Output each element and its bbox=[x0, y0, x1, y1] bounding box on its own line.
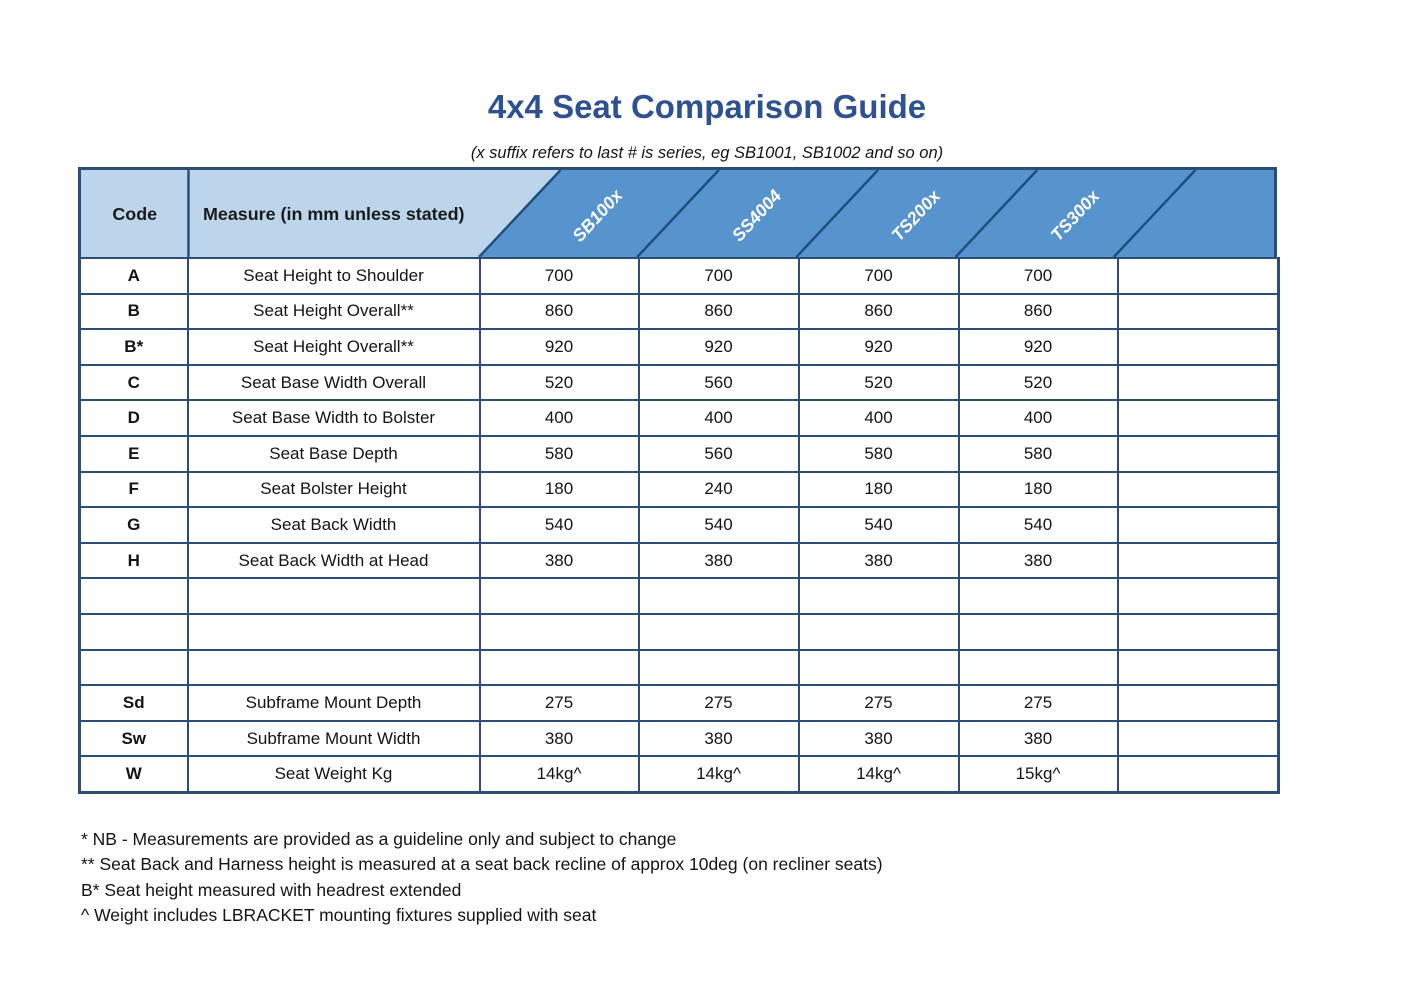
product-column-header: TS300x bbox=[1046, 186, 1104, 245]
value-cell: 540 bbox=[480, 507, 639, 543]
value-cell bbox=[1118, 650, 1279, 686]
value-cell bbox=[1118, 436, 1279, 472]
value-cell bbox=[1118, 543, 1279, 579]
value-cell: 580 bbox=[799, 436, 959, 472]
value-cell: 380 bbox=[639, 543, 799, 579]
value-cell: 275 bbox=[639, 685, 799, 721]
footnote: B* Seat height measured with headrest extended bbox=[81, 879, 462, 900]
value-cell bbox=[1118, 329, 1279, 365]
table-row bbox=[80, 721, 1279, 757]
code-cell: G bbox=[80, 507, 188, 543]
value-cell bbox=[639, 650, 799, 686]
table-row bbox=[80, 543, 1279, 579]
value-cell bbox=[1118, 578, 1279, 614]
value-cell bbox=[959, 578, 1118, 614]
value-cell: 240 bbox=[639, 472, 799, 508]
value-cell: 380 bbox=[480, 543, 639, 579]
code-cell: D bbox=[80, 400, 188, 436]
table-header bbox=[78, 167, 1277, 257]
code-cell bbox=[80, 578, 188, 614]
value-cell bbox=[480, 650, 639, 686]
value-cell: 920 bbox=[639, 329, 799, 365]
measure-cell bbox=[188, 614, 480, 650]
value-cell: 180 bbox=[959, 472, 1118, 508]
code-cell: H bbox=[80, 543, 188, 579]
code-cell: Sd bbox=[80, 685, 188, 721]
code-cell: A bbox=[80, 258, 188, 294]
page-title: 4x4 Seat Comparison Guide bbox=[487, 88, 927, 125]
value-cell: 380 bbox=[799, 721, 959, 757]
measure-cell bbox=[188, 578, 480, 614]
value-cell: 540 bbox=[799, 507, 959, 543]
value-cell: 920 bbox=[959, 329, 1118, 365]
value-cell bbox=[1118, 472, 1279, 508]
value-cell bbox=[1118, 685, 1279, 721]
value-cell: 380 bbox=[959, 543, 1118, 579]
value-cell bbox=[1118, 400, 1279, 436]
code-cell: Sw bbox=[80, 721, 188, 757]
code-cell: E bbox=[80, 436, 188, 472]
measure-cell: Seat Back Width bbox=[188, 507, 480, 543]
value-cell: 560 bbox=[639, 365, 799, 401]
table-row bbox=[80, 756, 1279, 792]
value-cell: 860 bbox=[480, 294, 639, 330]
table-row bbox=[80, 507, 1279, 543]
value-cell: 14kg^ bbox=[799, 756, 959, 792]
value-cell bbox=[1118, 614, 1279, 650]
code-cell: B bbox=[80, 294, 188, 330]
measure-cell: Seat Weight Kg bbox=[188, 756, 480, 792]
value-cell: 380 bbox=[959, 721, 1118, 757]
value-cell bbox=[799, 614, 959, 650]
measure-cell: Seat Height to Shoulder bbox=[188, 258, 480, 294]
value-cell: 860 bbox=[639, 294, 799, 330]
product-column-header: TS200x bbox=[887, 186, 945, 245]
measurements-table bbox=[78, 257, 1280, 794]
value-cell: 700 bbox=[639, 258, 799, 294]
measure-cell: Seat Base Width to Bolster bbox=[188, 400, 480, 436]
value-cell: 180 bbox=[480, 472, 639, 508]
product-column-header: SS4004 bbox=[727, 185, 786, 246]
code-cell: W bbox=[80, 756, 188, 792]
measure-cell bbox=[188, 650, 480, 686]
value-cell: 700 bbox=[799, 258, 959, 294]
table-row bbox=[80, 685, 1279, 721]
page-subtitle: (x suffix refers to last # is series, eg SB1001, SB1002 and so on) bbox=[470, 144, 944, 162]
value-cell: 540 bbox=[639, 507, 799, 543]
code-cell: F bbox=[80, 472, 188, 508]
value-cell: 700 bbox=[480, 258, 639, 294]
value-cell: 520 bbox=[480, 365, 639, 401]
value-cell: 920 bbox=[799, 329, 959, 365]
code-cell: B* bbox=[80, 329, 188, 365]
value-cell bbox=[1118, 507, 1279, 543]
code-cell: C bbox=[80, 365, 188, 401]
value-cell bbox=[1118, 365, 1279, 401]
value-cell: 275 bbox=[480, 685, 639, 721]
value-cell: 520 bbox=[799, 365, 959, 401]
value-cell bbox=[639, 614, 799, 650]
value-cell bbox=[799, 578, 959, 614]
footnotes bbox=[81, 827, 883, 929]
value-cell: 860 bbox=[799, 294, 959, 330]
value-cell bbox=[480, 578, 639, 614]
table-row bbox=[80, 650, 1279, 686]
value-cell: 380 bbox=[799, 543, 959, 579]
footnote: ^ Weight includes LBRACKET mounting fixtures supplied with seat bbox=[81, 905, 597, 926]
table-row bbox=[80, 472, 1279, 508]
product-column-header: SB100x bbox=[568, 185, 627, 246]
measure-cell: Seat Back Width at Head bbox=[188, 543, 480, 579]
value-cell: 540 bbox=[959, 507, 1118, 543]
value-cell: 920 bbox=[480, 329, 639, 365]
footnote: * NB - Measurements are provided as a guideline only and subject to change bbox=[81, 829, 677, 849]
table-row bbox=[80, 614, 1279, 650]
table-row bbox=[80, 400, 1279, 436]
table-row bbox=[80, 258, 1279, 294]
value-cell bbox=[959, 614, 1118, 650]
value-cell: 520 bbox=[959, 365, 1118, 401]
value-cell: 860 bbox=[959, 294, 1118, 330]
value-cell bbox=[799, 650, 959, 686]
value-cell: 400 bbox=[480, 400, 639, 436]
seat-comparison-table bbox=[78, 167, 1277, 794]
value-cell bbox=[1118, 721, 1279, 757]
measure-cell: Seat Bolster Height bbox=[188, 472, 480, 508]
measure-cell: Subframe Mount Width bbox=[188, 721, 480, 757]
measure-header-cell: Measure (in mm unless stated) bbox=[202, 204, 465, 224]
value-cell bbox=[1118, 294, 1279, 330]
value-cell: 400 bbox=[959, 400, 1118, 436]
value-cell: 275 bbox=[959, 685, 1118, 721]
code-cell bbox=[80, 650, 188, 686]
measure-cell: Seat Base Width Overall bbox=[188, 365, 480, 401]
footnote: ** Seat Back and Harness height is measured at a seat back recline of approx 10deg (on recliner seats) bbox=[81, 854, 883, 875]
value-cell: 180 bbox=[799, 472, 959, 508]
value-cell: 580 bbox=[480, 436, 639, 472]
table-row bbox=[80, 329, 1279, 365]
value-cell: 580 bbox=[959, 436, 1118, 472]
value-cell: 380 bbox=[639, 721, 799, 757]
value-cell: 700 bbox=[959, 258, 1118, 294]
measure-cell: Seat Height Overall** bbox=[188, 294, 480, 330]
measure-cell: Seat Height Overall** bbox=[188, 329, 480, 365]
value-cell bbox=[639, 578, 799, 614]
value-cell: 560 bbox=[639, 436, 799, 472]
measure-cell: Subframe Mount Depth bbox=[188, 685, 480, 721]
value-cell: 14kg^ bbox=[480, 756, 639, 792]
code-header-cell: Code bbox=[112, 204, 158, 224]
value-cell: 400 bbox=[639, 400, 799, 436]
measure-cell: Seat Base Depth bbox=[188, 436, 480, 472]
value-cell: 14kg^ bbox=[639, 756, 799, 792]
value-cell: 380 bbox=[480, 721, 639, 757]
code-cell bbox=[80, 614, 188, 650]
value-cell bbox=[1118, 756, 1279, 792]
table-row bbox=[80, 578, 1279, 614]
value-cell bbox=[480, 614, 639, 650]
value-cell: 400 bbox=[799, 400, 959, 436]
value-cell bbox=[1118, 258, 1279, 294]
value-cell bbox=[959, 650, 1118, 686]
table-row bbox=[80, 365, 1279, 401]
value-cell: 275 bbox=[799, 685, 959, 721]
table-row bbox=[80, 294, 1279, 330]
table-header-graphic bbox=[81, 170, 1274, 257]
table-row bbox=[80, 436, 1279, 472]
value-cell: 15kg^ bbox=[959, 756, 1118, 792]
